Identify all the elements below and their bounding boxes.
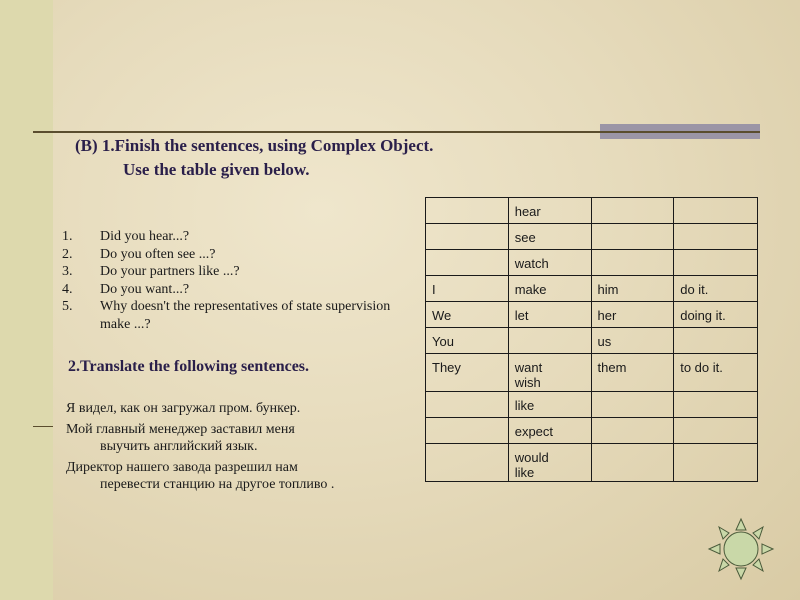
list-item-number: 2. bbox=[62, 246, 73, 262]
russian-sentence bbox=[66, 400, 396, 417]
russian-sentence-line: перевести станцию на другое топливо . bbox=[100, 477, 335, 492]
table-cell: We bbox=[426, 302, 509, 328]
table-cell: us bbox=[591, 328, 674, 354]
table-cell bbox=[674, 224, 758, 250]
table-cell: him bbox=[591, 276, 674, 302]
heading-line-2: Use the table given below. bbox=[123, 160, 310, 179]
exercise-heading bbox=[75, 134, 535, 182]
table-cell bbox=[591, 224, 674, 250]
table-cell bbox=[591, 418, 674, 444]
table-cell: do it. bbox=[674, 276, 758, 302]
table-row bbox=[426, 328, 758, 354]
table-row bbox=[426, 392, 758, 418]
table-cell bbox=[426, 444, 509, 482]
table-cell: hear bbox=[508, 198, 591, 224]
top-divider-block bbox=[600, 124, 760, 139]
table-cell bbox=[674, 418, 758, 444]
list-item-number: 1. bbox=[62, 229, 73, 244]
table-cell bbox=[426, 224, 509, 250]
table-cell bbox=[591, 198, 674, 224]
table-row bbox=[426, 224, 758, 250]
table-cell: her bbox=[591, 302, 674, 328]
table-cell: want wish bbox=[508, 354, 591, 392]
table-row bbox=[426, 276, 758, 302]
table-cell bbox=[426, 392, 509, 418]
table-cell: would like bbox=[508, 444, 591, 482]
complex-object-table bbox=[425, 197, 758, 482]
list-item-number: 5. bbox=[62, 299, 73, 314]
russian-sentence bbox=[66, 421, 396, 455]
list-item bbox=[62, 281, 422, 299]
russian-sentence-line: Мой главный менеджер заставил меня bbox=[66, 422, 295, 437]
table-cell bbox=[426, 198, 509, 224]
left-decorative-bar bbox=[0, 0, 53, 600]
table-cell bbox=[591, 444, 674, 482]
russian-sentence-line: Я видел, как он загружал пром. бункер. bbox=[66, 401, 301, 416]
list-item bbox=[62, 246, 422, 264]
russian-sentence bbox=[66, 459, 396, 493]
list-item-text: Do your partners like ...? bbox=[100, 264, 240, 279]
heading-line-1: (B) 1.Finish the sentences, using Complex Object. bbox=[75, 136, 434, 155]
table-row bbox=[426, 198, 758, 224]
list-item-text: Do you often see ...? bbox=[100, 246, 216, 262]
table-cell: watch bbox=[508, 250, 591, 276]
table-cell bbox=[674, 392, 758, 418]
table-row bbox=[426, 418, 758, 444]
table-cell: They bbox=[426, 354, 509, 392]
list-item bbox=[62, 298, 422, 333]
table-cell bbox=[591, 392, 674, 418]
russian-sentence-line: выучить английский язык. bbox=[100, 439, 258, 454]
table-cell: see bbox=[508, 224, 591, 250]
list-item bbox=[62, 228, 422, 246]
translate-task-title: 2.Translate the following sentences. bbox=[68, 358, 310, 375]
table-cell: make bbox=[508, 276, 591, 302]
russian-sentences bbox=[66, 400, 396, 497]
list-item-text: Do you want...? bbox=[100, 281, 190, 297]
task-list bbox=[62, 228, 422, 333]
list-item-number: 3. bbox=[62, 264, 73, 279]
table-row bbox=[426, 250, 758, 276]
sun-icon bbox=[707, 517, 775, 581]
russian-sentence-line: Директор нашего завода разрешил нам bbox=[66, 460, 298, 475]
list-item bbox=[62, 263, 422, 281]
table-cell: let bbox=[508, 302, 591, 328]
list-item-number: 4. bbox=[62, 281, 73, 297]
table-cell bbox=[674, 328, 758, 354]
list-item-text: Did you hear...? bbox=[100, 229, 190, 244]
table-row bbox=[426, 444, 758, 482]
table-cell bbox=[426, 418, 509, 444]
table-cell bbox=[508, 328, 591, 354]
table-cell: You bbox=[426, 328, 509, 354]
left-divider-tick bbox=[33, 426, 53, 427]
table-cell bbox=[674, 198, 758, 224]
table-cell: them bbox=[591, 354, 674, 392]
table-cell: to do it. bbox=[674, 354, 758, 392]
table-row bbox=[426, 354, 758, 392]
table-cell: I bbox=[426, 276, 509, 302]
list-item-text: Why doesn't the representatives of state supervision make ...? bbox=[100, 299, 391, 332]
table-cell: expect bbox=[508, 418, 591, 444]
table-cell: like bbox=[508, 392, 591, 418]
table-cell bbox=[591, 250, 674, 276]
table-row bbox=[426, 302, 758, 328]
top-divider-line bbox=[33, 131, 601, 133]
table-cell bbox=[674, 250, 758, 276]
table-cell: doing it. bbox=[674, 302, 758, 328]
table-cell bbox=[674, 444, 758, 482]
table-cell bbox=[426, 250, 509, 276]
